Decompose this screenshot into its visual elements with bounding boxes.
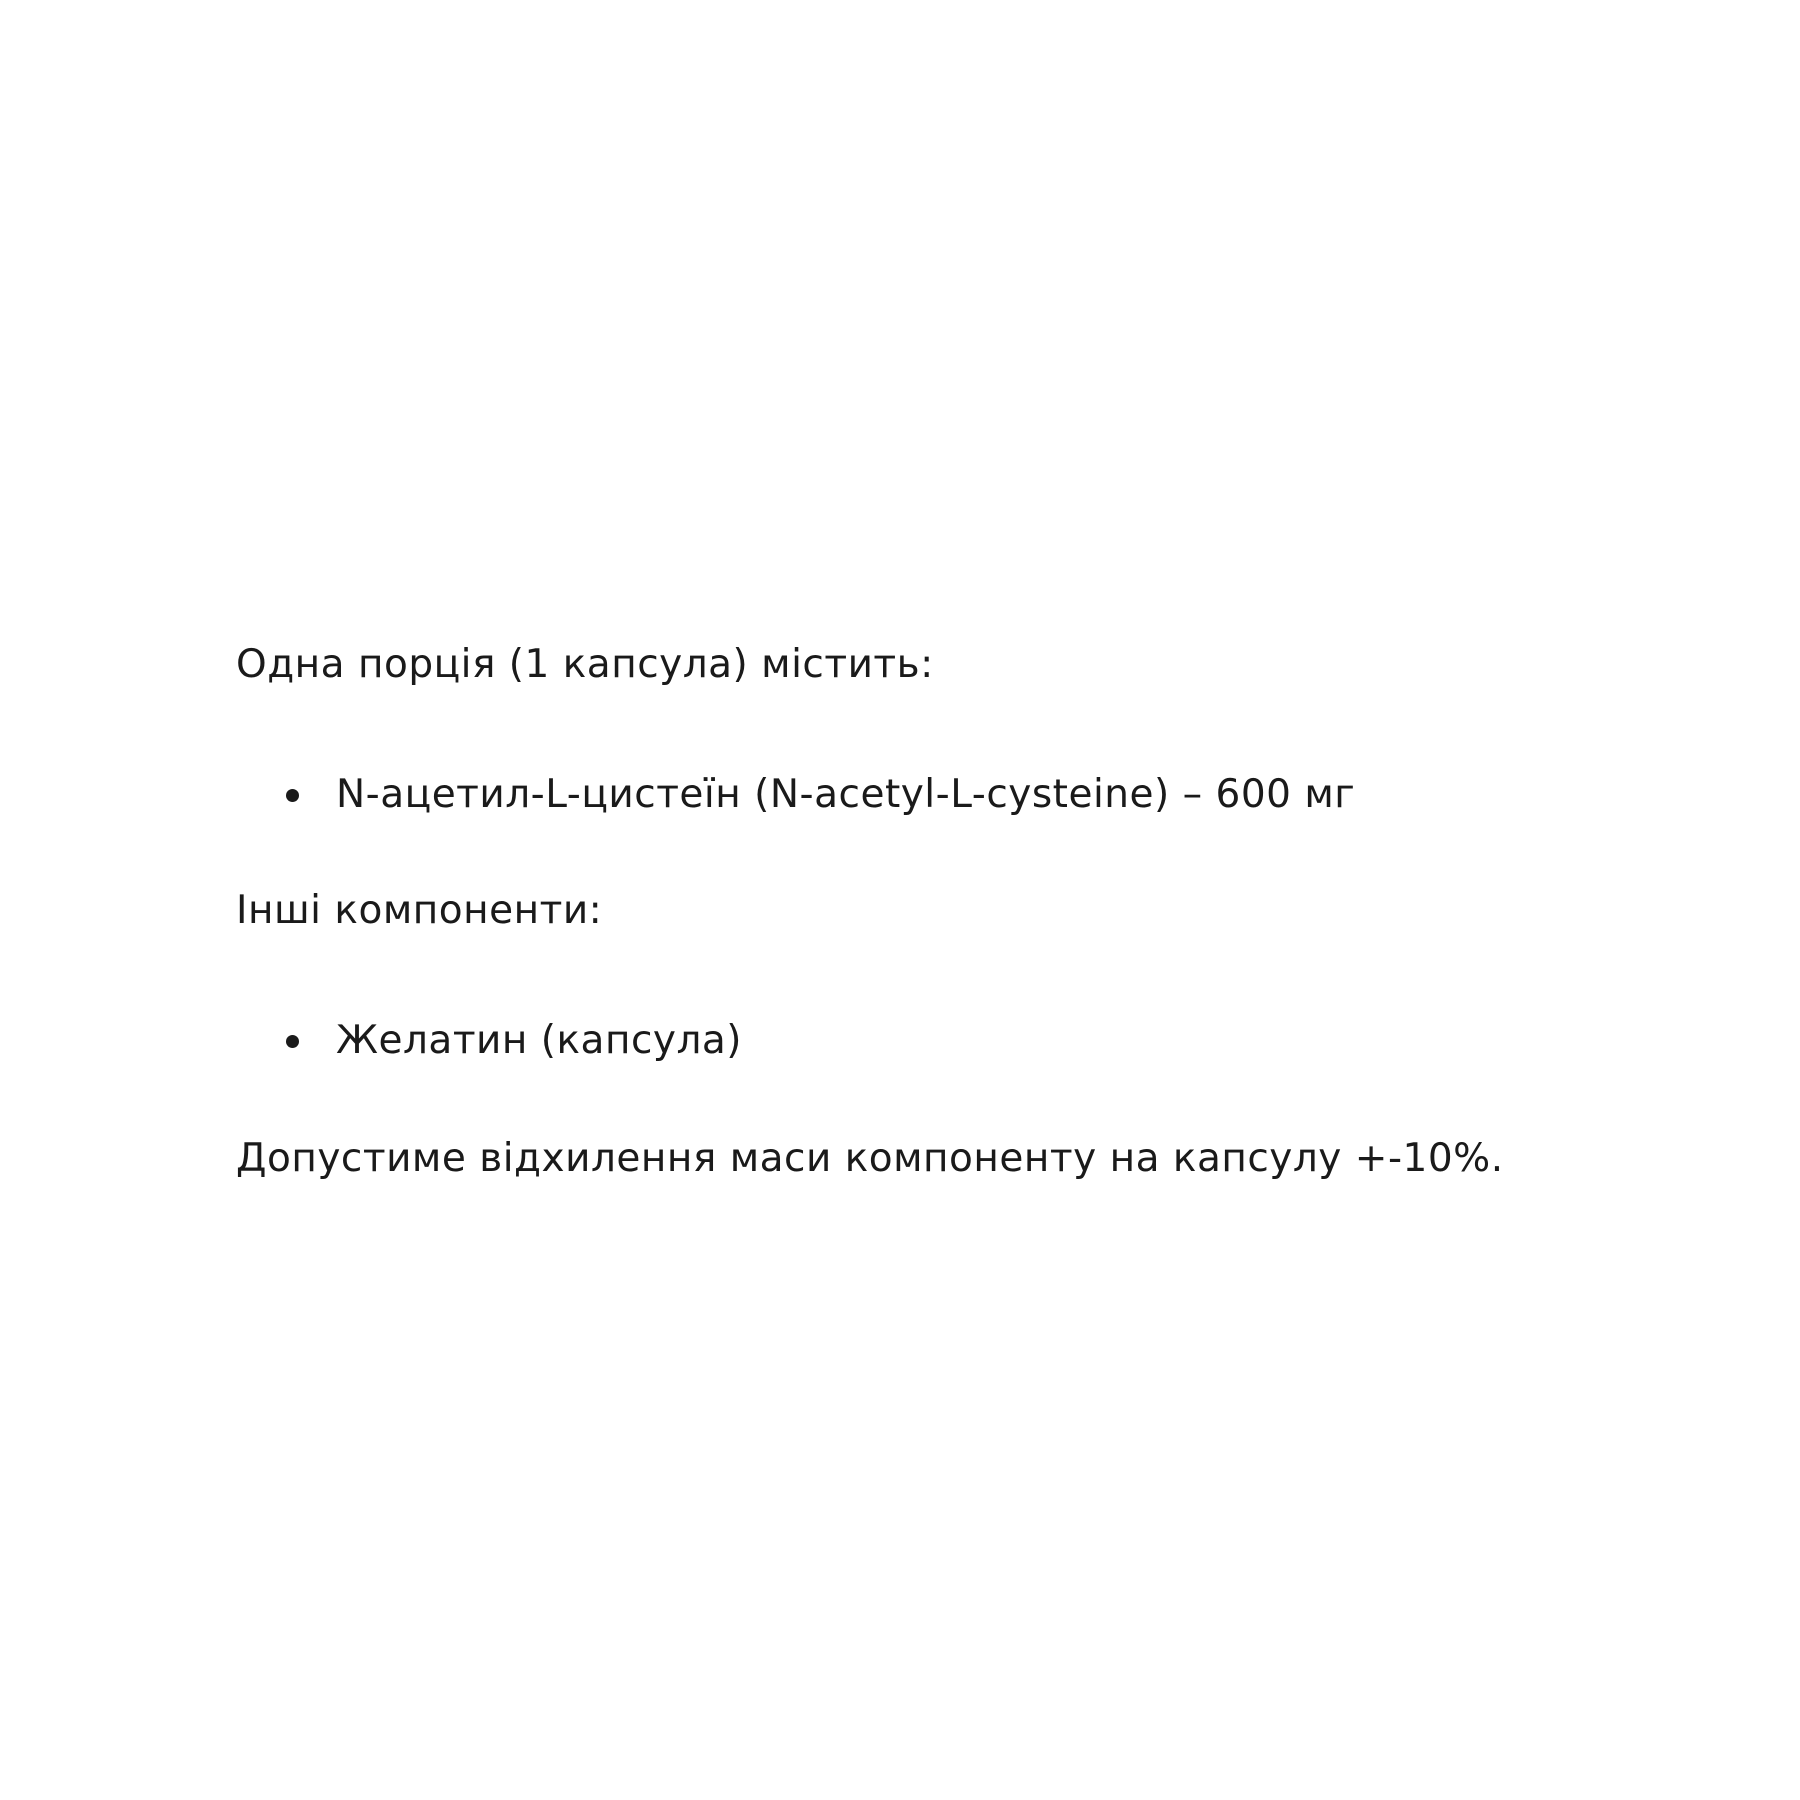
ingredient-label: Желатин (капсула) (336, 1018, 743, 1063)
tolerance-note: Допустиме відхилення маси компоненту на капсулу +-10%. (236, 1136, 1504, 1181)
ingredient-label: N-ацетил-L-цистеїн (N-acetyl-L-cysteine) – 600 мг (336, 772, 1356, 817)
composition-section (236, 640, 1636, 1184)
other-ingredients-list (236, 1016, 1636, 1066)
bullet-icon (286, 789, 299, 802)
list-item (236, 1016, 1636, 1066)
serving-heading: Одна порція (1 капсула) містить: (236, 642, 934, 687)
list-item (236, 770, 1636, 820)
active-ingredients-list (236, 770, 1636, 820)
bullet-icon (286, 1035, 299, 1048)
other-components-heading: Інші компоненти: (236, 888, 603, 933)
